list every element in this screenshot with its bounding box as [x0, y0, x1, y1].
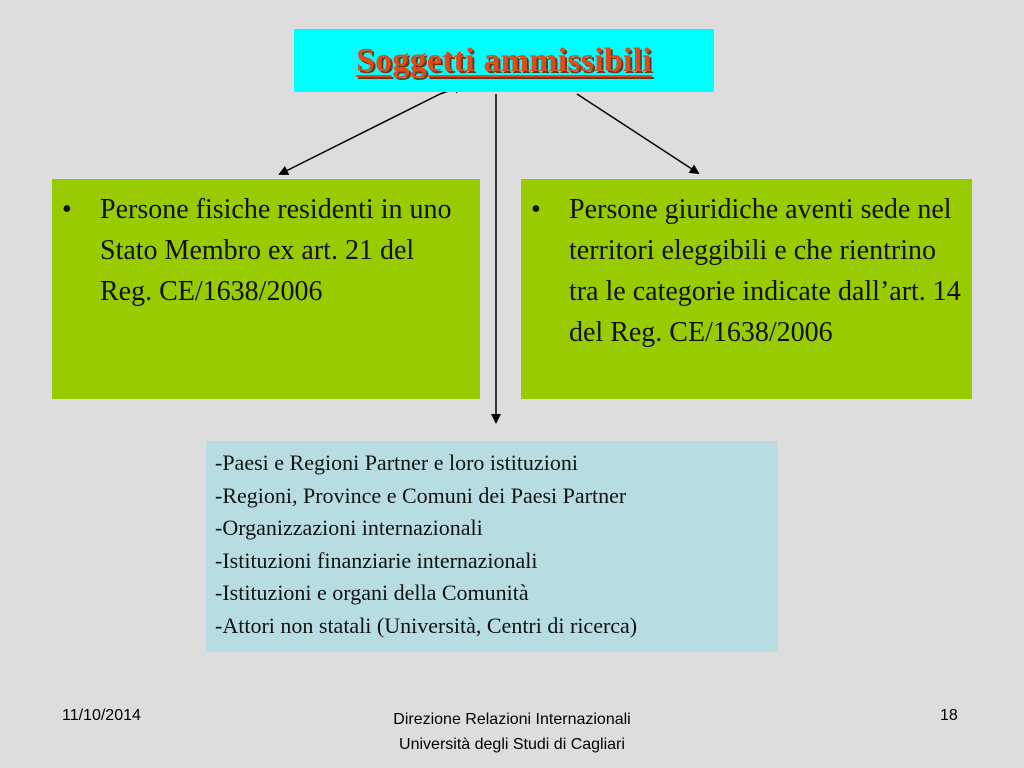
title-box — [294, 29, 714, 92]
list-item: -Istituzioni e organi della Comunità — [215, 580, 529, 605]
eligible-entities-list — [206, 441, 778, 652]
slide-title: Soggetti ammissibili — [356, 41, 652, 79]
footer-date: 11/10/2014 — [62, 707, 141, 724]
arrow-to-right-box — [577, 94, 698, 173]
footer-department: Direzione Relazioni Internazionali — [393, 711, 631, 728]
list-item: -Paesi e Regioni Partner e loro istituzioni — [215, 450, 578, 475]
list-item: -Attori non statali (Università, Centri di ricerca) — [215, 612, 638, 638]
bullet-icon: • — [531, 194, 541, 225]
list-item: -Organizzazioni internazionali — [215, 515, 483, 540]
footer-university: Università degli Studi di Cagliari — [399, 736, 625, 753]
list-item: -Istituzioni finanziarie internazionali — [215, 547, 538, 573]
arrow-to-left-box — [280, 94, 440, 174]
bullet-icon: • — [62, 194, 72, 225]
bullet-item — [60, 189, 472, 312]
list-item: -Regioni, Province e Comuni dei Paesi Partner — [215, 482, 627, 508]
natural-persons-text: Persone fisiche residenti in uno Stato Membro ex art. 21 del Reg. CE/1638/2006 — [100, 194, 452, 307]
legal-persons-box — [521, 179, 972, 399]
natural-persons-box — [52, 179, 480, 399]
footer-organization — [312, 707, 712, 757]
legal-persons-text: Persone giuridiche aventi sede nel territori eleggibili e che rientrino tra le categorie indicate dall’art. 14 del Reg. CE/1638/2006 — [569, 194, 961, 348]
page-number: 18 — [940, 707, 958, 724]
bullet-item — [529, 189, 964, 353]
